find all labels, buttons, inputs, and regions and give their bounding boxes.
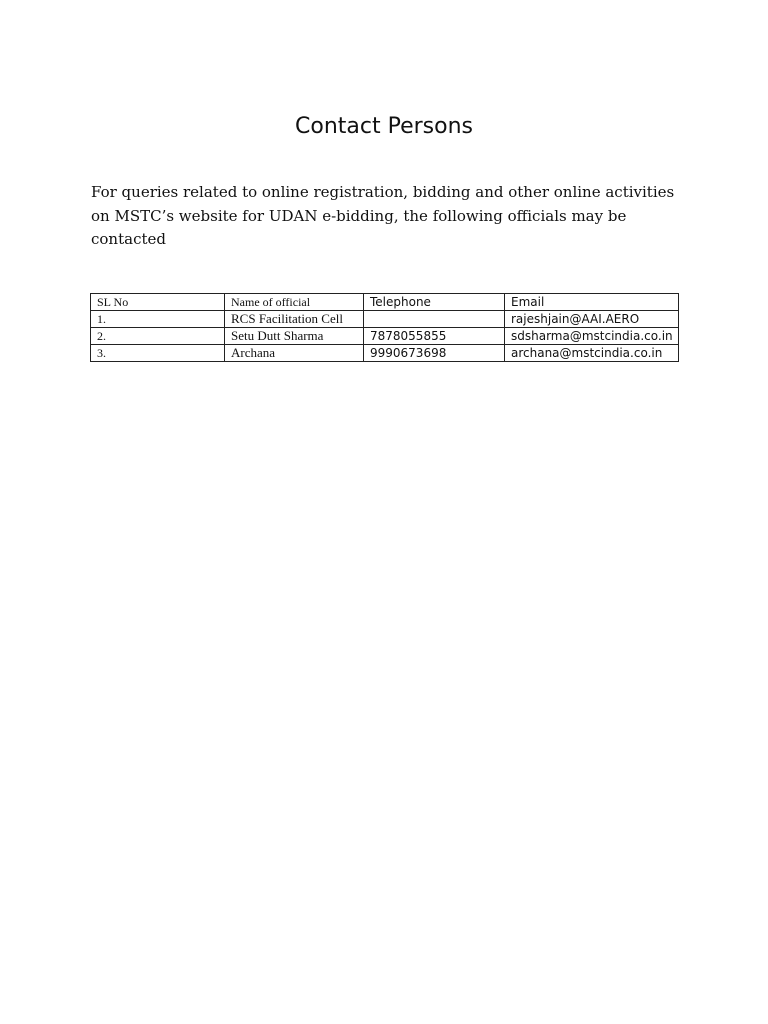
cell-name: RCS Facilitation Cell	[225, 311, 364, 328]
table-row	[91, 345, 679, 362]
page-title: Contact Persons	[295, 114, 473, 139]
table-header-row	[91, 294, 679, 311]
cell-sl-no: 3.	[91, 345, 225, 362]
cell-email: archana@mstcindia.co.in	[505, 345, 679, 362]
cell-email: sdsharma@mstcindia.co.in	[505, 328, 679, 345]
header-email: Email	[505, 294, 679, 311]
header-sl-no: SL No	[91, 294, 225, 311]
table-row	[91, 311, 679, 328]
table-body	[91, 311, 679, 362]
cell-sl-no: 2.	[91, 328, 225, 345]
cell-sl-no: 1.	[91, 311, 225, 328]
cell-telephone: 9990673698	[364, 345, 505, 362]
intro-paragraph: For queries related to online registration, bidding and other online activities on MSTC’s website for UDAN e-bidding, the following officials may be contacted	[91, 183, 675, 248]
contact-table	[90, 293, 679, 362]
header-name-of-official: Name of official	[225, 294, 364, 311]
cell-name: Setu Dutt Sharma	[225, 328, 364, 345]
cell-email: rajeshjain@AAI.AERO	[505, 311, 679, 328]
cell-name: Archana	[225, 345, 364, 362]
table-header	[91, 294, 679, 311]
cell-telephone: 7878055855	[364, 328, 505, 345]
cell-telephone	[364, 311, 505, 328]
table-row	[91, 328, 679, 345]
header-telephone: Telephone	[364, 294, 505, 311]
